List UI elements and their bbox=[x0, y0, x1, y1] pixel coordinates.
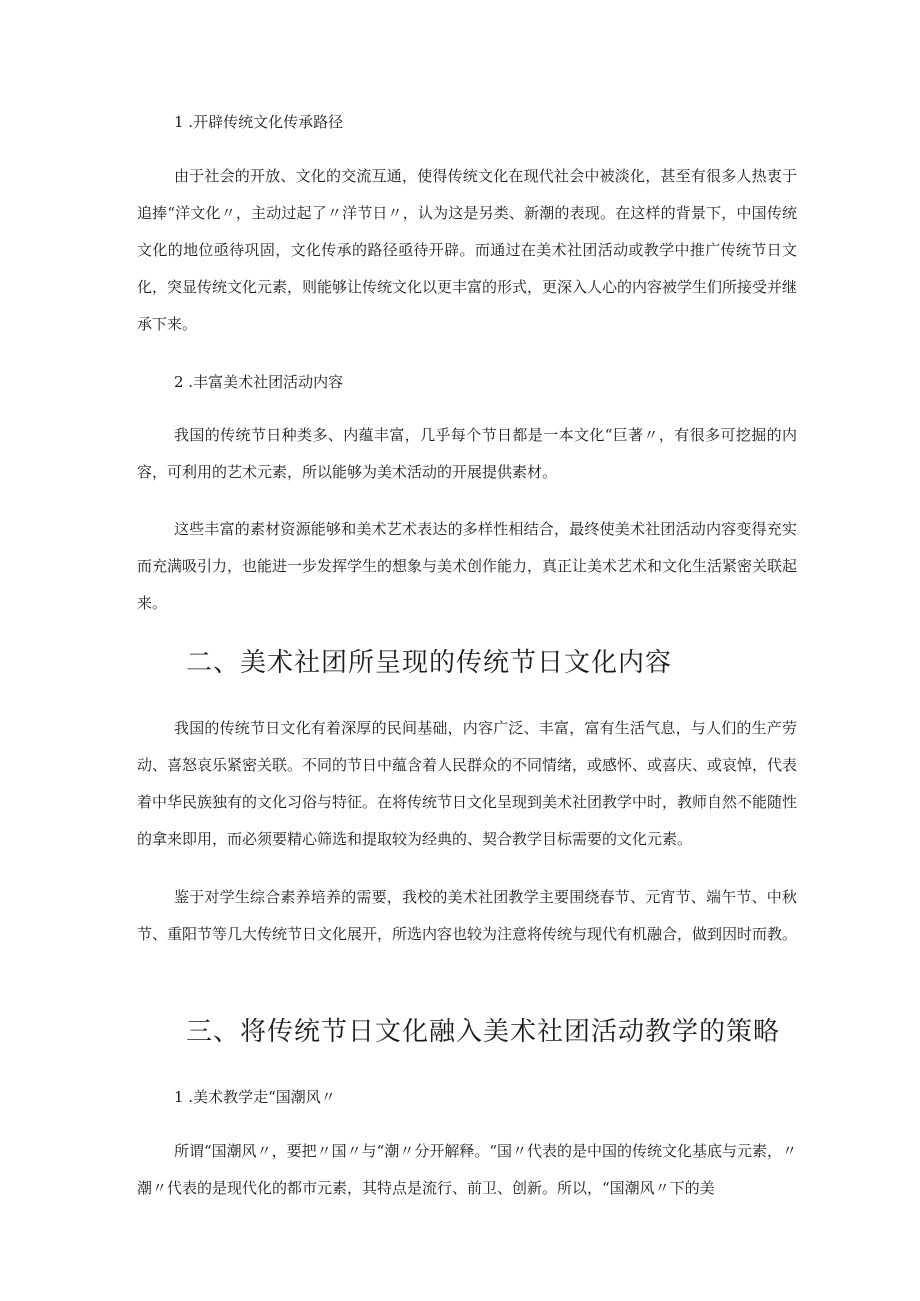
paragraph-culture-inheritance: 由于社会的开放、文化的交流互通，使得传统文化在现代社会中被淡化，甚至有很多人热衷于追捧“洋文化〃，主动过起了〃洋节日〃，认为这是另类、新潮的表现。在这样的背景下，中国传统文化的地位亟待巩固，文化传承的路径亟待开辟。而通过在美术社团活动或教学中推广传统节日文化，突显传统文化元素，则能够让传统文化以更丰富的形式，更深入人心的内容被学生们所接受并继承下来。 bbox=[137, 167, 798, 333]
subsection-heading-2: 2 .丰富美术社团活动内容 bbox=[174, 373, 344, 391]
paragraph-school-focus: 鉴于对学生综合素养培养的需要，我校的美术社团教学主要围绕春节、元宵节、端午节、中秋节、重阳节等几大传统节日文化展开，所选内容也较为注意将传统与现代有机融合，做到因时而教。 bbox=[137, 888, 798, 943]
section-title-2: 二、美术社团所呈现的传统节日文化内容 bbox=[186, 648, 673, 678]
paragraph-guochao: 所谓“国潮风〃，要把〃国〃与“潮〃分开解释。“国〃代表的是中国的传统文化基底与元素，〃潮〃代表的是现代化的都市元素，其特点是流行、前卫、创新。所以，“国潮风〃下的美 bbox=[137, 1142, 798, 1197]
subsection-heading-3-1: 1 .美术教学走“国潮风〃 bbox=[174, 1088, 336, 1106]
paragraph-festival-culture: 我国的传统节日文化有着深厚的民间基础，内容广泛、丰富，富有生活气息，与人们的生产劳动、喜怒哀乐紧密关联。不同的节日中蕴含着人民群众的不同情绪，或感怀、或喜庆、或哀悼，代表着中华民族独有的文化习俗与特征。在将传统节日文化呈现到美术社团教学中时，教师自然不能随性的拿来即用，而必须要精心筛选和提取较为经典的、契合教学目标需要的文化元素。 bbox=[137, 719, 798, 848]
subsection-heading-1: 1 .开辟传统文化传承路径 bbox=[174, 113, 344, 131]
paragraph-material-resources: 这些丰富的素材资源能够和美术艺术表达的多样性相结合，最终使美术社团活动内容变得充实而充满吸引力，也能进一步发挥学生的想象与美术创作能力，真正让美术艺术和文化生活紧密关联起来。 bbox=[137, 520, 798, 612]
paragraph-festival-variety: 我国的传统节日种类多、内蕴丰富，几乎每个节日都是一本文化“巨著〃，有很多可挖掘的内容，可利用的艺术元素，所以能够为美术活动的开展提供素材。 bbox=[137, 426, 797, 481]
section-title-3: 三、将传统节日文化融入美术社团活动教学的策略 bbox=[186, 1017, 781, 1047]
